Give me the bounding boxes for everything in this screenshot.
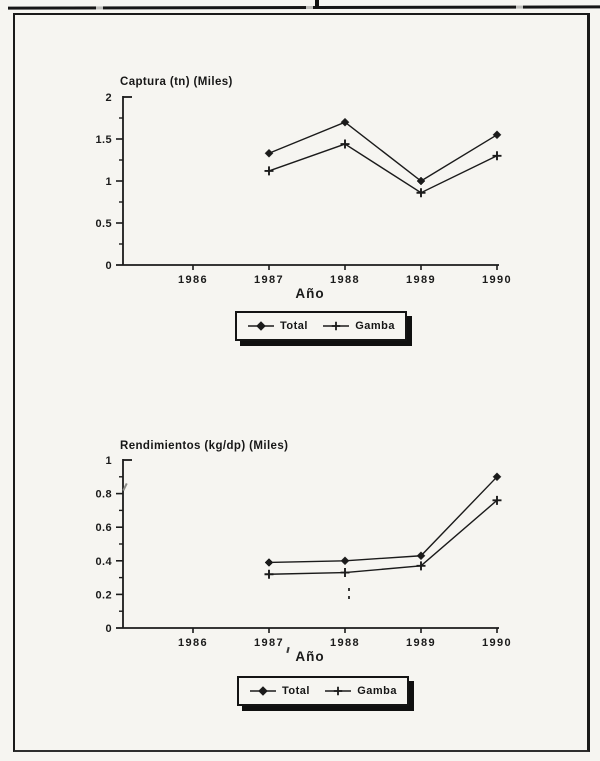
y-tick-label: 0.2 <box>95 589 112 602</box>
gamba-series-marker-icon <box>324 686 352 696</box>
x-axis-title-captura: Año <box>295 286 325 301</box>
y-tick-label: 0 <box>105 623 112 635</box>
y-tick-label: 1.5 <box>95 134 112 146</box>
y-tick-label: 0.5 <box>95 218 112 230</box>
x-tick-label: 1986 <box>177 274 209 286</box>
x-tick-label: 1989 <box>405 637 437 649</box>
x-tick-label: 1986 <box>177 637 209 649</box>
chart-title-rendimientos: Rendimientos (kg/dp) (Miles) <box>120 440 289 452</box>
data-point-gamba <box>417 188 426 197</box>
legend-label-gamba: Gamba <box>357 685 397 697</box>
legend-label-total: Total <box>280 320 308 332</box>
legend-entry-gamba <box>322 320 395 332</box>
legend-captura <box>235 311 407 341</box>
y-tick-label: 0.8 <box>95 488 112 501</box>
y-tick-label: 2 <box>105 92 112 104</box>
data-point-total <box>493 131 501 139</box>
x-axis-title-rendimientos: Año <box>295 649 325 664</box>
x-tick-label: 1987 <box>253 274 285 286</box>
data-point-gamba <box>265 166 274 175</box>
gamba-series-marker-icon <box>322 321 350 331</box>
legend-entry-gamba <box>324 685 397 697</box>
x-tick-label: 1988 <box>329 637 361 649</box>
legend-entry-total <box>249 685 310 697</box>
x-tick-label: 1988 <box>329 274 361 286</box>
data-point-gamba <box>265 570 274 579</box>
legend-label-gamba: Gamba <box>355 320 395 332</box>
legend-rendimientos <box>237 676 409 706</box>
chart-title-captura: Captura (tn) (Miles) <box>120 76 233 88</box>
chart-captura <box>96 92 513 286</box>
total-series-marker-icon <box>249 686 277 696</box>
y-tick-label: 1 <box>105 176 112 188</box>
scan-artifact <box>348 596 350 599</box>
y-tick-label: 1 <box>105 455 112 467</box>
data-point-total <box>341 557 349 565</box>
total-series-marker-icon <box>247 321 275 331</box>
data-point-total <box>265 149 273 157</box>
y-tick-label: 0.4 <box>95 555 112 568</box>
x-tick-label: 1990 <box>481 637 513 649</box>
legend-entry-total <box>247 320 308 332</box>
x-tick-label: 1990 <box>481 274 513 286</box>
legend-label-total: Total <box>282 685 310 697</box>
y-tick-label: 0 <box>105 260 112 272</box>
data-point-gamba <box>341 568 350 577</box>
scan-artifact <box>348 588 350 591</box>
data-point-gamba <box>341 140 350 149</box>
x-tick-label: 1987 <box>253 637 285 649</box>
series-line-total <box>269 477 497 563</box>
chart-rendimientos <box>96 455 513 649</box>
y-tick-label: 0.6 <box>95 522 112 535</box>
data-point-total <box>265 558 273 566</box>
data-point-gamba <box>493 151 502 160</box>
x-tick-label: 1989 <box>405 274 437 286</box>
